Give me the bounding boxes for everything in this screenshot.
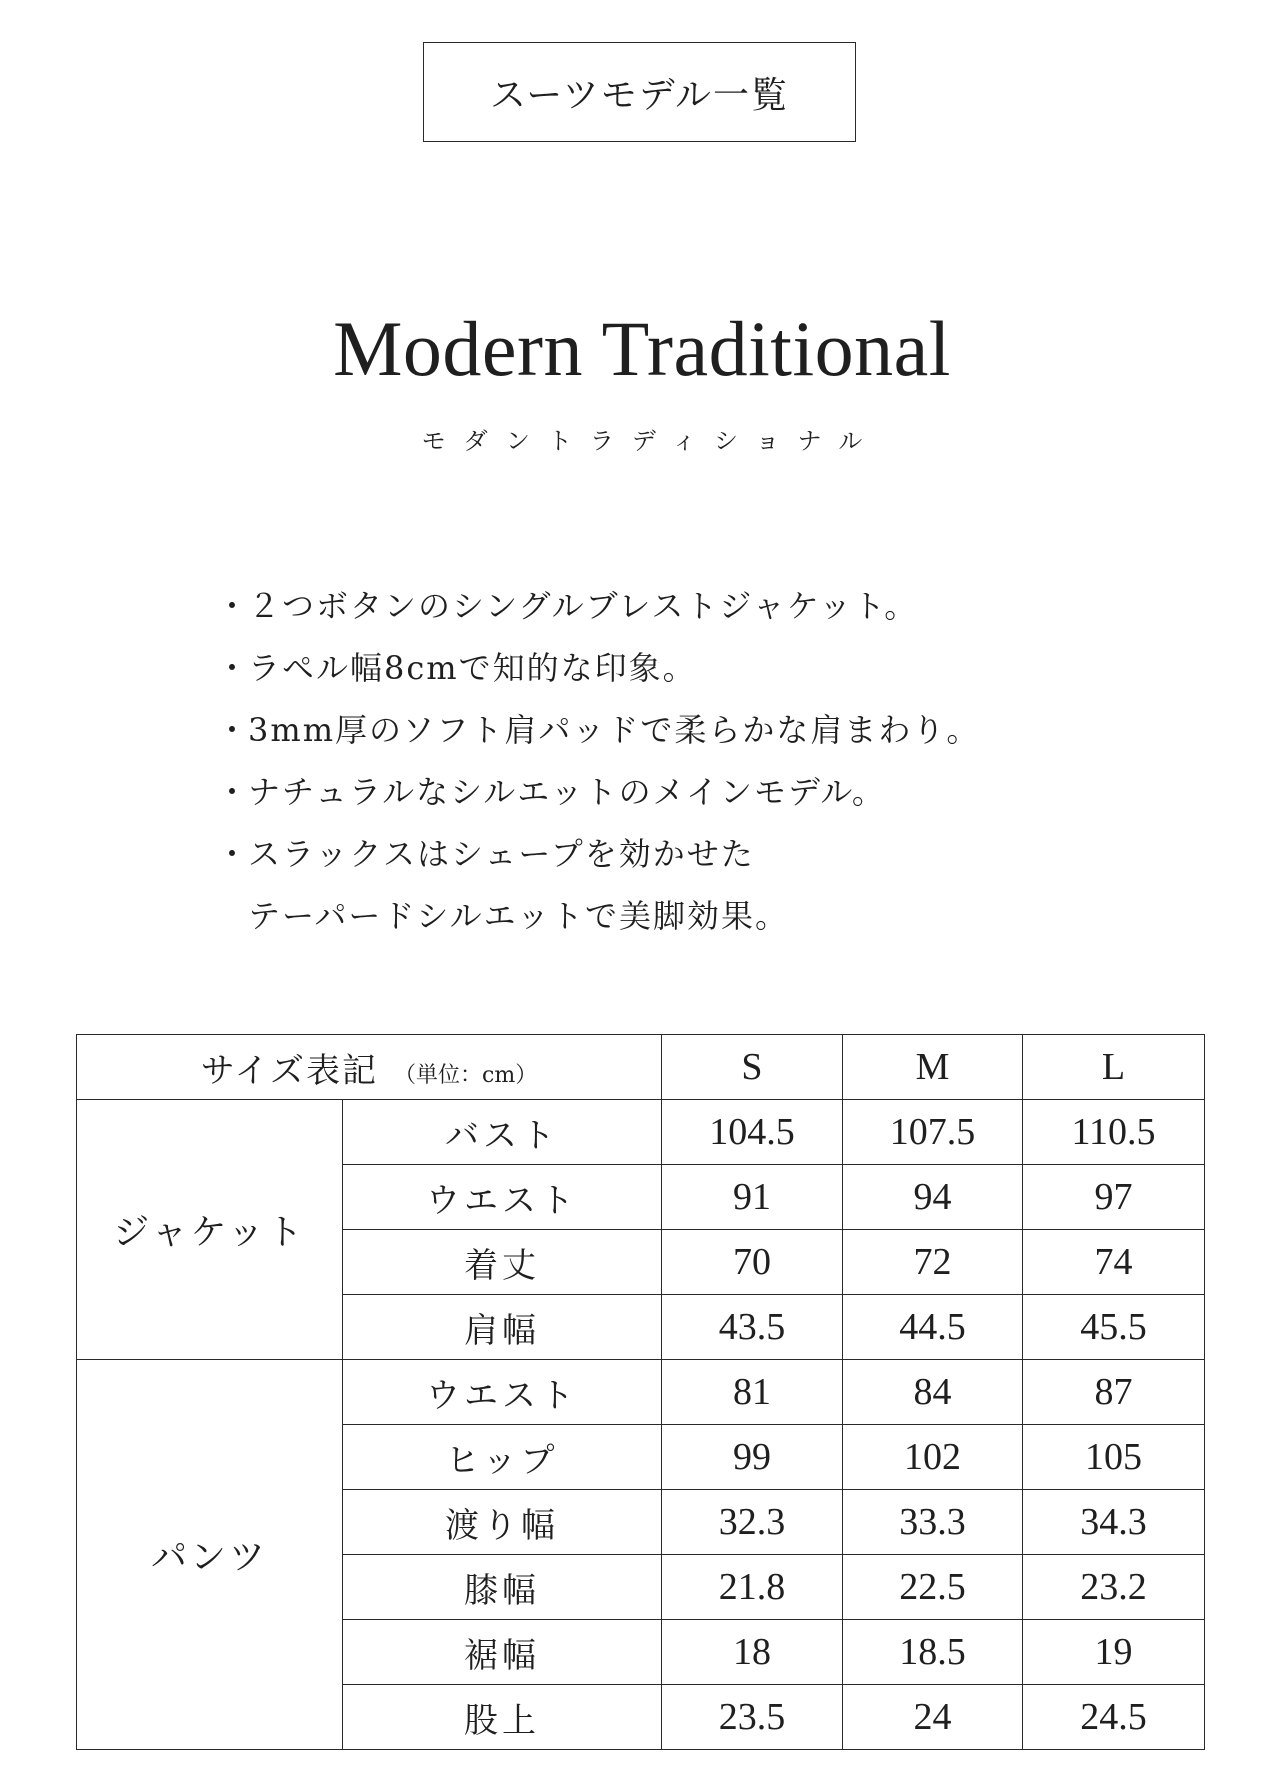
value-cell: 74 xyxy=(1023,1230,1205,1295)
item-label: 着丈 xyxy=(343,1230,662,1295)
item-label: 股上 xyxy=(343,1685,662,1750)
value-cell: 105 xyxy=(1023,1425,1205,1490)
value-cell: 91 xyxy=(662,1165,843,1230)
value-cell: 70 xyxy=(662,1230,843,1295)
bullet: ・ xyxy=(216,711,251,749)
list-item xyxy=(216,761,980,823)
value-cell: 81 xyxy=(662,1360,843,1425)
feature-list xyxy=(216,575,980,947)
value-cell: 24.5 xyxy=(1023,1685,1205,1750)
table-header-row xyxy=(77,1035,1205,1100)
value-cell: 32.3 xyxy=(662,1490,843,1555)
bullet: ・ xyxy=(216,835,251,873)
value-cell: 22.5 xyxy=(843,1555,1023,1620)
bullet: ・ xyxy=(216,773,251,811)
feature-text: ラペル幅8cmで知的な印象。 xyxy=(248,649,697,687)
value-cell: 18 xyxy=(662,1620,843,1685)
feature-text: ２つボタンのシングルブレストジャケット。 xyxy=(248,587,919,625)
bullet: ・ xyxy=(216,587,251,625)
group-jacket: ジャケット xyxy=(77,1100,343,1360)
list-item xyxy=(216,637,980,699)
value-cell: 84 xyxy=(843,1360,1023,1425)
value-cell: 21.8 xyxy=(662,1555,843,1620)
value-cell: 43.5 xyxy=(662,1295,843,1360)
page-title: スーツモデル一覧 xyxy=(490,74,789,116)
value-cell: 45.5 xyxy=(1023,1295,1205,1360)
value-cell: 72 xyxy=(843,1230,1023,1295)
feature-text: スラックスはシェープを効かせた テーパードシルエットで美脚効果。 xyxy=(248,835,789,935)
item-label: ウエスト xyxy=(343,1165,662,1230)
item-label: 渡り幅 xyxy=(343,1490,662,1555)
value-cell: 33.3 xyxy=(843,1490,1023,1555)
item-label: ウエスト xyxy=(343,1360,662,1425)
value-cell: 107.5 xyxy=(843,1100,1023,1165)
feature-text: 3mm厚のソフト肩パッドで柔らかな肩まわり。 xyxy=(248,711,981,749)
value-cell: 23.5 xyxy=(662,1685,843,1750)
value-cell: 19 xyxy=(1023,1620,1205,1685)
value-cell: 102 xyxy=(843,1425,1023,1490)
size-label-cell xyxy=(77,1035,662,1100)
model-name: Modern Traditional xyxy=(333,305,951,392)
size-header-s: S xyxy=(662,1035,843,1100)
size-label: サイズ表記 xyxy=(200,1050,379,1091)
value-cell: 97 xyxy=(1023,1165,1205,1230)
unit-label: （単位：cm） xyxy=(394,1062,538,1088)
size-header-l: L xyxy=(1023,1035,1205,1100)
item-label: バスト xyxy=(343,1100,662,1165)
value-cell: 104.5 xyxy=(662,1100,843,1165)
list-item xyxy=(216,575,980,637)
list-item xyxy=(216,823,980,947)
item-label: ヒップ xyxy=(343,1425,662,1490)
size-table xyxy=(76,1034,1205,1750)
value-cell: 18.5 xyxy=(843,1620,1023,1685)
feature-text: ナチュラルなシルエットのメインモデル。 xyxy=(248,773,886,811)
item-label: 裾幅 xyxy=(343,1620,662,1685)
item-label: 肩幅 xyxy=(343,1295,662,1360)
value-cell: 87 xyxy=(1023,1360,1205,1425)
model-name-kana: モダントラディショナル xyxy=(421,427,881,455)
value-cell: 24 xyxy=(843,1685,1023,1750)
item-label: 膝幅 xyxy=(343,1555,662,1620)
value-cell: 94 xyxy=(843,1165,1023,1230)
bullet: ・ xyxy=(216,649,251,687)
value-cell: 23.2 xyxy=(1023,1555,1205,1620)
page-title-box xyxy=(423,42,856,142)
size-header-m: M xyxy=(843,1035,1023,1100)
value-cell: 99 xyxy=(662,1425,843,1490)
value-cell: 34.3 xyxy=(1023,1490,1205,1555)
list-item xyxy=(216,699,980,761)
group-pants: パンツ xyxy=(77,1360,343,1750)
value-cell: 44.5 xyxy=(843,1295,1023,1360)
table-row xyxy=(77,1100,1205,1165)
value-cell: 110.5 xyxy=(1023,1100,1205,1165)
table-row xyxy=(77,1360,1205,1425)
